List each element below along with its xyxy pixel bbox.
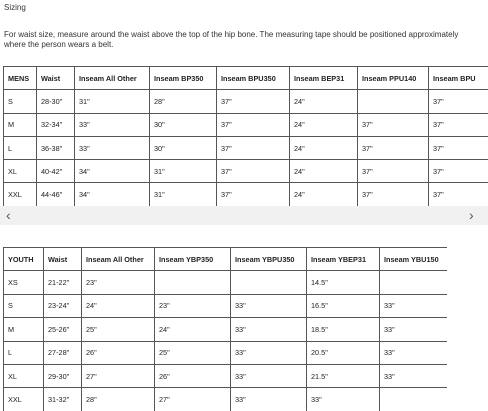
table-cell: 37" <box>429 136 488 159</box>
table-cell: 24" <box>290 90 358 113</box>
table-cell: 37" <box>217 136 290 159</box>
table-cell: 24" <box>290 113 358 136</box>
table-cell: 27" <box>155 388 231 411</box>
youth-header-row <box>4 248 448 271</box>
table-cell: 33" <box>231 341 307 364</box>
table-cell: 37" <box>358 183 429 206</box>
table-cell: 33" <box>231 294 307 317</box>
scroll-right-icon[interactable]: › <box>469 207 474 223</box>
table-cell: 40-42" <box>37 160 75 183</box>
column-header: Inseam All Other <box>82 248 155 271</box>
table-cell: 30" <box>150 136 217 159</box>
table-cell: 33" <box>75 136 150 159</box>
table-cell: 28-30" <box>37 90 75 113</box>
column-header: Inseam PPU140 <box>358 67 429 90</box>
mens-header-row <box>4 67 488 90</box>
column-header: Inseam BP350 <box>150 67 217 90</box>
table-cell: 37" <box>358 160 429 183</box>
youth-size-table <box>3 247 447 411</box>
column-header: Waist <box>44 248 82 271</box>
table-row <box>4 294 448 317</box>
table-cell: 23" <box>82 271 155 294</box>
table-cell <box>155 271 231 294</box>
horizontal-scrollbar[interactable] <box>0 206 488 225</box>
table-cell: 34" <box>75 160 150 183</box>
table-cell: 24" <box>290 160 358 183</box>
column-header: Waist <box>37 67 75 90</box>
table-cell: M <box>4 113 37 136</box>
table-cell: 37" <box>217 90 290 113</box>
table-cell: 33" <box>231 318 307 341</box>
instruction-line-1: For waist size, measure around the waist above the top of the hip bone. The measuring tape should be positioned approximately <box>4 30 459 39</box>
table-cell: 18.5" <box>307 318 380 341</box>
table-cell: M <box>4 318 44 341</box>
youth-size-table-container <box>3 247 447 411</box>
table-cell: 31" <box>150 183 217 206</box>
column-header: Inseam YBP350 <box>155 248 231 271</box>
table-cell: 28" <box>150 90 217 113</box>
column-header: Inseam YBU150 <box>380 248 448 271</box>
column-header: Inseam BPU350 <box>217 67 290 90</box>
table-cell: 33" <box>75 113 150 136</box>
table-cell: XL <box>4 160 37 183</box>
table-cell: 23" <box>155 294 231 317</box>
table-cell: 31" <box>75 90 150 113</box>
table-cell: XS <box>4 271 44 294</box>
table-cell <box>380 388 448 411</box>
column-header: YOUTH <box>4 248 44 271</box>
table-cell: 25-26" <box>44 318 82 341</box>
table-row <box>4 388 448 411</box>
table-cell: 31" <box>150 160 217 183</box>
table-cell: 37" <box>358 113 429 136</box>
table-cell: 37" <box>429 113 488 136</box>
table-cell: XXL <box>4 183 37 206</box>
table-cell: 29-30" <box>44 364 82 387</box>
table-cell: 37" <box>429 90 488 113</box>
column-header: Inseam BEP31 <box>290 67 358 90</box>
table-cell: S <box>4 90 37 113</box>
table-row <box>4 341 448 364</box>
scroll-left-icon[interactable]: ‹ <box>6 207 11 223</box>
column-header: Inseam YBEP31 <box>307 248 380 271</box>
table-cell: 36-38" <box>37 136 75 159</box>
table-cell: L <box>4 341 44 364</box>
table-cell: XL <box>4 364 44 387</box>
table-cell: 28" <box>82 388 155 411</box>
table-cell: 21.5" <box>307 364 380 387</box>
column-header: Inseam BPU <box>429 67 488 90</box>
table-cell: 26" <box>82 341 155 364</box>
table-cell: 24" <box>290 136 358 159</box>
table-cell: 21-22" <box>44 271 82 294</box>
table-cell: 27" <box>82 364 155 387</box>
table-cell: 24" <box>82 294 155 317</box>
page-title: Sizing <box>4 3 26 12</box>
table-cell <box>380 271 448 294</box>
table-cell: 37" <box>358 136 429 159</box>
table-cell: 32-34" <box>37 113 75 136</box>
table-row <box>4 364 448 387</box>
column-header: MENS <box>4 67 37 90</box>
table-cell: 20.5" <box>307 341 380 364</box>
table-cell: 25" <box>155 341 231 364</box>
sizing-instructions <box>4 30 488 50</box>
table-cell: 33" <box>380 341 448 364</box>
table-cell: 24" <box>155 318 231 341</box>
table-cell: 33" <box>307 388 380 411</box>
table-cell: 33" <box>231 388 307 411</box>
table-cell: 27-28" <box>44 341 82 364</box>
table-row <box>4 318 448 341</box>
table-cell: 37" <box>429 160 488 183</box>
table-cell: XXL <box>4 388 44 411</box>
table-row <box>4 113 488 136</box>
table-cell: 44-46" <box>37 183 75 206</box>
column-header: Inseam YBPU350 <box>231 248 307 271</box>
table-cell: 23-24" <box>44 294 82 317</box>
table-cell: 25" <box>82 318 155 341</box>
table-cell: 33" <box>380 318 448 341</box>
table-cell <box>231 271 307 294</box>
column-header: Inseam All Other <box>75 67 150 90</box>
table-cell: 37" <box>429 183 488 206</box>
table-cell: 37" <box>217 113 290 136</box>
table-cell: 37" <box>217 183 290 206</box>
table-cell: 34" <box>75 183 150 206</box>
table-cell: 14.5" <box>307 271 380 294</box>
mens-size-table <box>3 66 488 206</box>
table-row <box>4 90 488 113</box>
table-cell: L <box>4 136 37 159</box>
table-row <box>4 271 448 294</box>
table-cell: 33" <box>380 364 448 387</box>
table-cell: 33" <box>231 364 307 387</box>
table-cell: 33" <box>380 294 448 317</box>
table-row <box>4 136 488 159</box>
table-cell: 30" <box>150 113 217 136</box>
table-row <box>4 183 488 206</box>
table-row <box>4 160 488 183</box>
table-cell: 26" <box>155 364 231 387</box>
table-cell: 37" <box>217 160 290 183</box>
table-cell: 24" <box>290 183 358 206</box>
mens-size-table-container[interactable] <box>3 66 488 206</box>
table-cell: 31-32" <box>44 388 82 411</box>
table-cell: 16.5" <box>307 294 380 317</box>
table-cell <box>358 90 429 113</box>
instruction-line-2: where the person wears a belt. <box>4 40 114 49</box>
table-cell: S <box>4 294 44 317</box>
